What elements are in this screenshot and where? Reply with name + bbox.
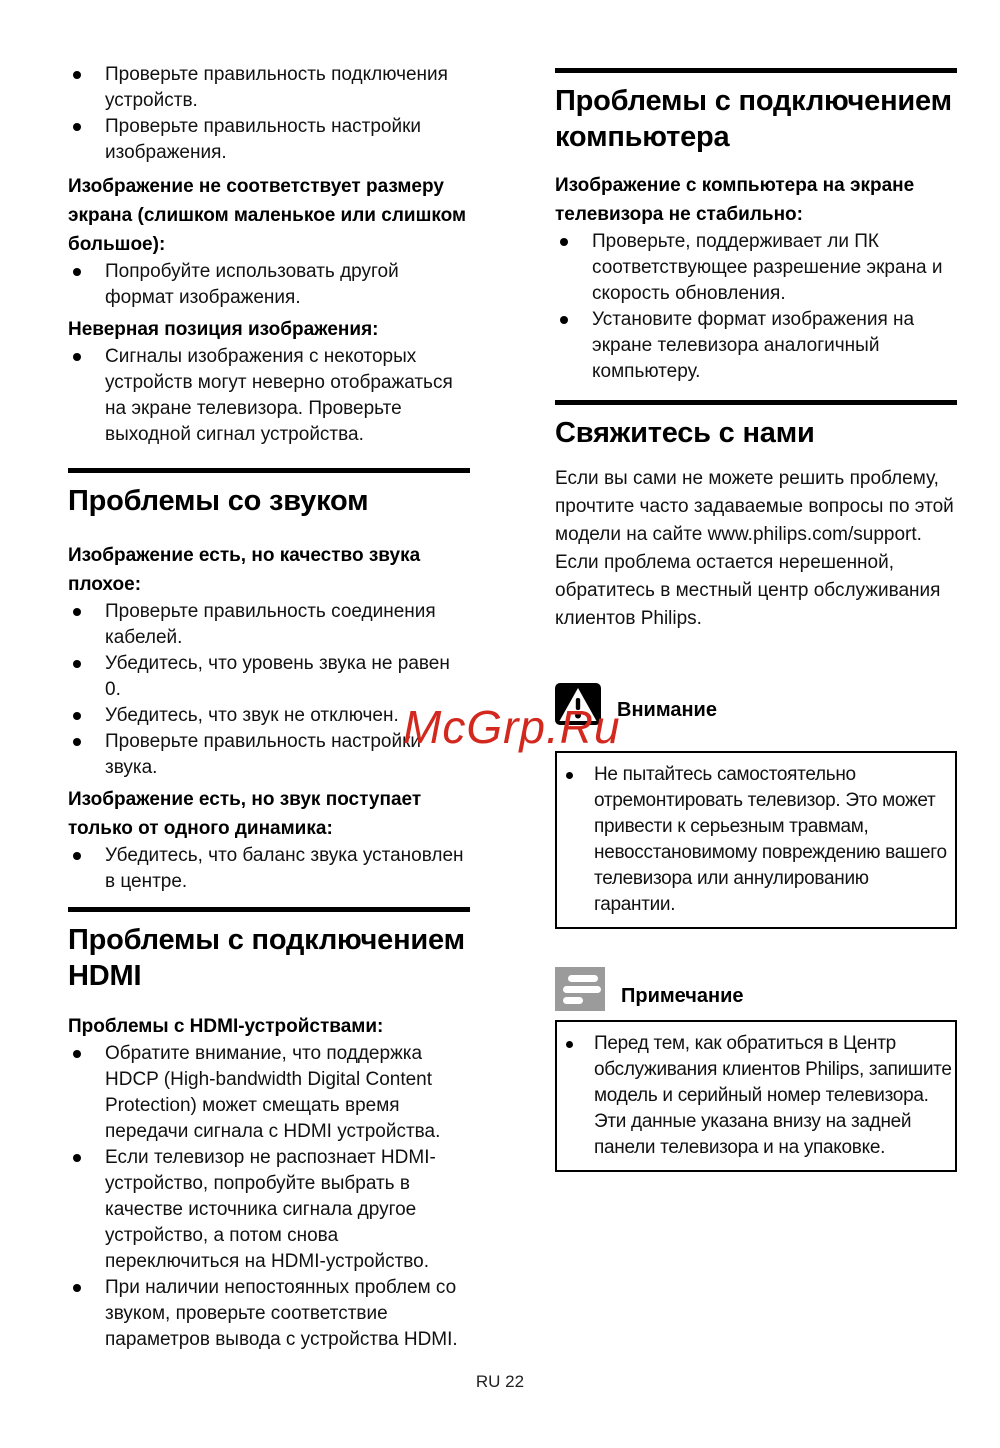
warning-icon [555,683,601,725]
image-size-bullet-list [68,259,470,311]
note-box [555,1020,957,1172]
pc-bullet-list [555,229,957,385]
list-item: Убедитесь, что баланс звука установлен в центре. [68,843,470,895]
section-title-sound: Проблемы со звуком [68,485,369,517]
warning-label: Внимание [617,699,717,721]
watermark-mcgrp-ru: McGrp.Ru [403,701,621,753]
hdmi-bullet-list [68,1041,470,1353]
section-divider [555,68,957,73]
list-item: Перед тем, как обратиться в Центр обслуживания клиентов Philips, запишите модель и серийный номер телевизора. Эти данные указана внизу на задней панели телевизора и на упаковке. [563,1031,953,1161]
list-item: Сигналы изображения с некоторых устройств могут неверно отображаться на экране телевизора. Проверьте выходной сигнал устройства. [68,344,470,448]
list-item: Убедитесь, что уровень звука не равен 0. [68,651,470,703]
note-icon [555,967,605,1011]
section-title-contact: Свяжитесь с нами [555,417,815,449]
intro-bullet-list [68,62,470,166]
section-title-computer: Проблемы с подключением компьютера [555,85,952,153]
note-bullet-list [563,1031,953,1161]
contact-paragraph: Если вы сами не можете решить проблему, прочтите часто задаваемые вопросы по этой модели на сайте www.philips.com/support. Если проблема остается нерешенной, обратитесь в местный центр обслуживания клиентов Philips. [555,468,954,629]
left-column [68,62,470,1353]
one-speaker-bullet-list [68,843,470,895]
subheading-pc-unstable: Изображение с компьютера на экране телевизора не стабильно: [555,175,915,225]
list-item: Установите формат изображения на экране телевизора аналогичный компьютеру. [555,307,957,385]
subheading-one-speaker: Изображение есть, но звук поступает только от одного динамика: [68,789,422,839]
note-header [555,967,957,1011]
subheading-image-size: Изображение не соответствует размеру экрана (слишком маленькое или слишком большое): [68,176,467,255]
warning-box [555,751,957,929]
section-title-hdmi: Проблемы с подключением HDMI [68,924,465,992]
subheading-sound-quality: Изображение есть, но качество звука плохое: [68,545,421,595]
list-item: Проверьте правильность настройки изображения. [68,114,470,166]
sound-quality-bullet-list [68,599,470,781]
list-item: Проверьте правильность настройки звука. [68,729,470,781]
list-item: Не пытайтесь самостоятельно отремонтировать телевизор. Это может привести к серьезным травмам, невосстановимому повреждению вашего телевизора или аннулированию гарантии. [563,762,953,918]
list-item: Проверьте правильность подключения устройств. [68,62,470,114]
list-item: Если телевизор не распознает HDMI-устройство, попробуйте выбрать в качестве источника сигнала другое устройство, а потом снова переключиться на HDMI-устройство. [68,1145,470,1275]
note-label: Примечание [621,985,744,1007]
list-item: Проверьте правильность соединения кабелей. [68,599,470,651]
subheading-image-position: Неверная позиция изображения: [68,319,379,340]
list-item: Попробуйте использовать другой формат изображения. [68,259,470,311]
list-item: Обратите внимание, что поддержка HDCP (High-bandwidth Digital Content Protection) может смещать время передачи сигнала с HDMI устройства. [68,1041,470,1145]
list-item: Проверьте, поддерживает ли ПК соответствующее разрешение экрана и скорость обновления. [555,229,957,307]
warning-bullet-list [563,762,953,918]
section-divider [555,400,957,405]
list-item: Убедитесь, что звук не отключен. [68,703,470,729]
image-position-bullet-list [68,344,470,448]
right-column [555,62,957,1172]
page-number: RU 22 [475,1372,525,1391]
subheading-hdmi-devices: Проблемы с HDMI-устройствами: [68,1016,384,1037]
section-divider [68,468,470,473]
warning-header [555,683,957,725]
section-divider [68,907,470,912]
list-item: При наличии непостоянных проблем со звуком, проверьте соответствие параметров вывода с устройства HDMI. [68,1275,470,1353]
